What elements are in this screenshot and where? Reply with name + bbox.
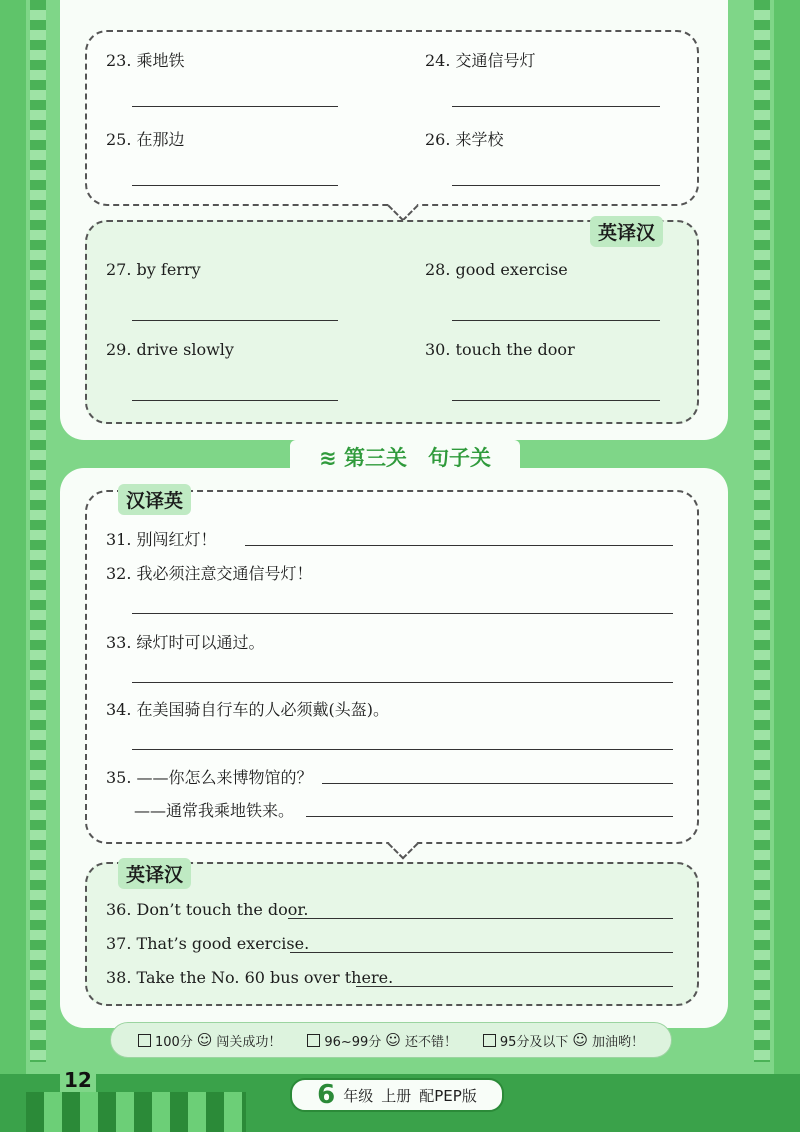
- grade-label: 6 年级 上册 配PEP版: [290, 1078, 504, 1112]
- answer-line-36[interactable]: [288, 918, 673, 919]
- score-checkbox-96[interactable]: [307, 1034, 320, 1047]
- answer-line-38[interactable]: [356, 986, 673, 987]
- score-bar: [110, 1022, 672, 1058]
- question-28: 28. good exercise: [425, 260, 568, 279]
- en-zh-tag-2: 英译汉: [118, 858, 191, 889]
- answer-line-28[interactable]: [452, 320, 660, 321]
- question-35a: 35. ——你怎么来博物馆的？: [106, 768, 313, 787]
- question-24: 24. 交通信号灯: [425, 51, 536, 70]
- answer-line-27[interactable]: [132, 320, 338, 321]
- answer-line-30[interactable]: [452, 400, 660, 401]
- answer-line-35a[interactable]: [322, 783, 673, 784]
- answer-line-24[interactable]: [452, 106, 660, 107]
- question-26: 26. 来学校: [425, 130, 504, 149]
- en-zh-box-1: [85, 220, 699, 424]
- score-item-100: 100分 ☺ 闯关成功！: [138, 1031, 281, 1050]
- question-25: 25. 在那边: [106, 130, 185, 149]
- answer-line-37[interactable]: [290, 952, 673, 953]
- decorative-border-right: [754, 0, 770, 1062]
- page-number: 12: [60, 1068, 96, 1092]
- question-35b: ——通常我乘地铁来。: [134, 801, 295, 820]
- answer-line-32[interactable]: [132, 613, 673, 614]
- question-32: 32. 我必须注意交通信号灯！: [106, 564, 313, 583]
- en-zh-tag-1: 英译汉: [590, 216, 663, 247]
- smile-face-icon: ☺: [385, 1031, 401, 1049]
- question-37: 37. That’s good exercise.: [106, 934, 310, 953]
- section-title: ≋ 第三关 句子关: [290, 440, 520, 476]
- answer-line-29[interactable]: [132, 400, 338, 401]
- answer-line-33[interactable]: [132, 682, 673, 683]
- score-item-96: 96~99分 ☺ 还不错！: [307, 1031, 457, 1050]
- question-31: 31. 别闯红灯！: [106, 530, 217, 549]
- question-23: 23. 乘地铁: [106, 51, 185, 70]
- answer-line-26[interactable]: [452, 185, 660, 186]
- answer-line-35b[interactable]: [306, 816, 673, 817]
- decorative-border-left: [30, 0, 46, 1062]
- cheer-face-icon: ☺: [572, 1031, 589, 1049]
- question-38: 38. Take the No. 60 bus over there.: [106, 968, 394, 987]
- score-checkbox-100[interactable]: [138, 1034, 151, 1047]
- question-30: 30. touch the door: [425, 340, 575, 359]
- question-29: 29. drive slowly: [106, 340, 234, 359]
- grade-number: 6: [317, 1080, 336, 1110]
- footer-stripes: [26, 1092, 246, 1132]
- answer-line-34[interactable]: [132, 749, 673, 750]
- smiley-face-icon: ☺: [196, 1031, 213, 1049]
- wave-icon: ≋: [319, 446, 337, 470]
- question-36: 36. Don’t touch the door.: [106, 900, 309, 919]
- question-27: 27. by ferry: [106, 260, 201, 279]
- question-33: 33. 绿灯时可以通过。: [106, 633, 265, 652]
- answer-line-31[interactable]: [245, 545, 673, 546]
- answer-line-23[interactable]: [132, 106, 338, 107]
- zh-en-tag: 汉译英: [118, 484, 191, 515]
- answer-line-25[interactable]: [132, 185, 338, 186]
- score-item-95: 95分及以下 ☺ 加油哟！: [483, 1031, 644, 1050]
- score-checkbox-95[interactable]: [483, 1034, 496, 1047]
- question-34: 34. 在美国骑自行车的人必须戴(头盔)。: [106, 700, 390, 719]
